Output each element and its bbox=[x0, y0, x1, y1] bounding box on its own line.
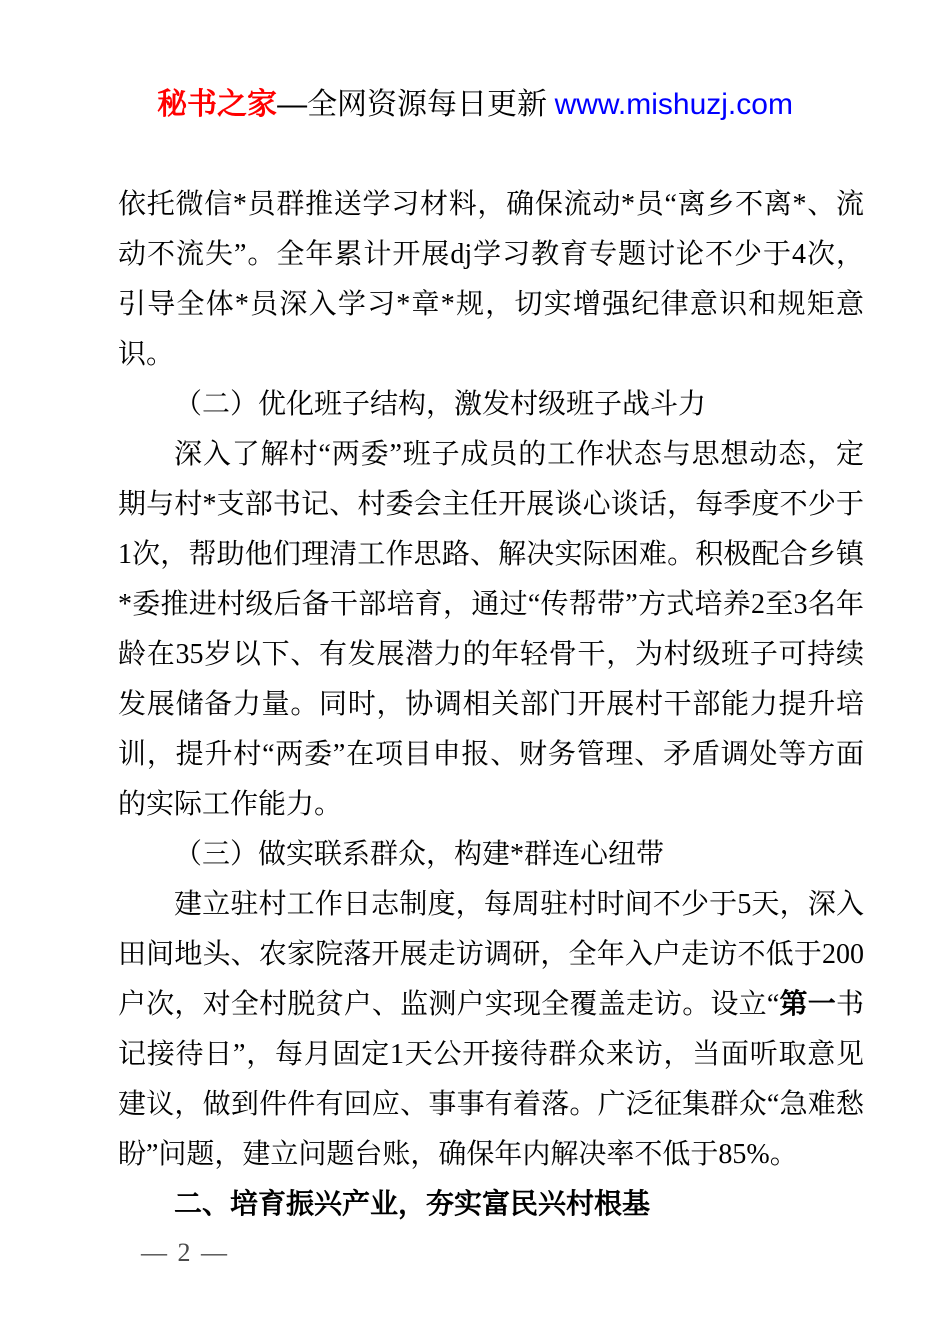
page-footer bbox=[141, 1238, 229, 1268]
bold-phrase: 第一 bbox=[779, 989, 836, 1020]
page-number: — 2 — bbox=[141, 1238, 229, 1267]
section-heading-main: 二、培育振兴产业，夯实富民兴村根基 bbox=[174, 1189, 651, 1220]
page-header bbox=[0, 84, 950, 126]
document-body bbox=[118, 180, 864, 1230]
paragraph-continued: 依托微信*员群推送学习材料，确保流动*员“离乡不离*、流动不流失”。全年累计开展dj学习教育专题讨论不少于4次，引导全体*员深入学习*章*规，切实增强纪律意识和规矩意识。 bbox=[118, 189, 864, 370]
paragraph-text-before: 建立驻村工作日志制度，每周驻村时间不少于5天，深入田间地头、农家院落开展走访调研，全年入户走访不低于200户次，对全村脱贫户、监测户实现全覆盖走访。设立“ bbox=[118, 889, 864, 1020]
site-url-link[interactable]: www.mishuzj.com bbox=[554, 88, 793, 121]
paragraph-team-building: 深入了解村“两委”班子成员的工作状态与思想动态，定期与村*支部书记、村委会主任开展谈心谈话，每季度不少于1次，帮助他们理清工作思路、解决实际困难。积极配合乡镇*委推进村级后备干部培育，通过“传帮带”方式培养2至3名年龄在35岁以下、有发展潜力的年轻骨干，为村级班子可持续发展储备力量。同时，协调相关部门开展村干部能力提升培训，提升村“两委”在项目申报、财务管理、矛盾调处等方面的实际工作能力。 bbox=[118, 439, 864, 820]
paragraph-mass-contact bbox=[118, 880, 864, 1180]
site-brand: 秘书之家 bbox=[157, 88, 278, 121]
paragraph-text-after: 书记接待日”，每月固定1天公开接待群众来访，当面听取意见建议，做到件件有回应、事事有着落。广泛征集群众“急难愁盼”问题，建立问题台账，确保年内解决率不低于85%。 bbox=[118, 989, 864, 1170]
subheading-section-3: （三）做实联系群众，构建*群连心纽带 bbox=[174, 839, 665, 870]
header-tagline: —全网资源每日更新 bbox=[277, 88, 548, 121]
subheading-section-2: （二）优化班子结构，激发村级班子战斗力 bbox=[174, 389, 707, 420]
